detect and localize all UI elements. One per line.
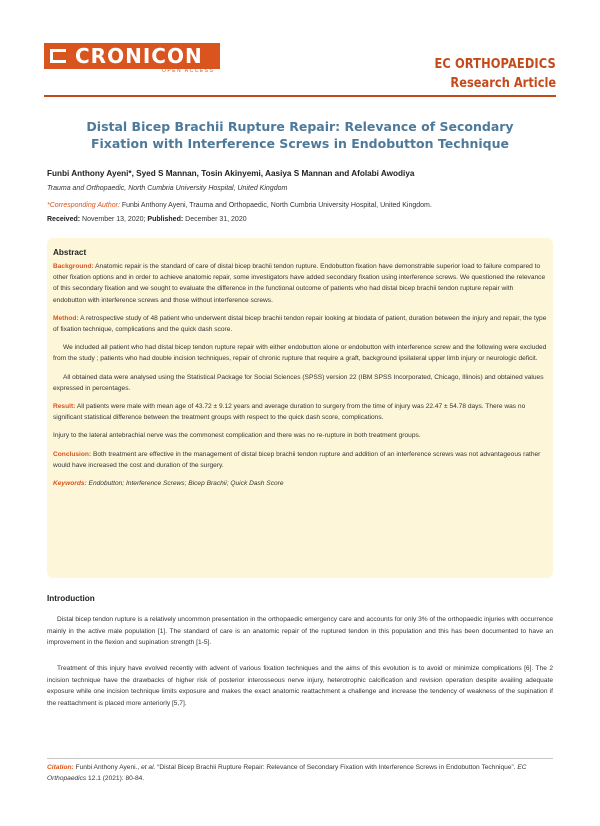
method-label: Method: — [53, 314, 79, 322]
citation-divider — [47, 758, 553, 759]
received-label: Received: — [47, 216, 81, 223]
abstract-heading: Abstract — [53, 248, 87, 257]
abstract-keywords: Keywords: Endobutton; Interference Screws; Bicep Brachii; Quick Dash Score — [53, 480, 284, 488]
cronicon-logo — [44, 43, 220, 75]
abstract-method-analysis: All obtained data were analysed using the Statistical Package for Social Sciences (SPSS) version 22 (IBM SPSS Incorporated, Chicago, Illinois) and obtained values expressed in percentages. — [53, 373, 544, 392]
affiliation: Trauma and Orthopaedic, North Cumbria University Hospital, United Kingdom — [47, 185, 288, 192]
abstract-box — [47, 238, 553, 578]
title-line-1: Distal Bicep Brachii Rupture Repair: Relevance of Secondary — [86, 119, 514, 134]
published-date: December 31, 2020 — [183, 216, 247, 223]
result-label: Result: — [53, 403, 76, 411]
received-date: November 13, 2020; — [80, 216, 148, 223]
article-type: Research Article — [450, 76, 556, 91]
header-divider — [44, 95, 556, 97]
background-label: Background: — [53, 263, 94, 270]
published-label: Published: — [147, 216, 184, 223]
abstract-background: Background: Anatomic repair is the standard of care of distal bicep brachii tendon rupture. Endobutton fixation have demonstrable superior load to failure compared to other fixation options and in order to achieve anatomic repair, some investigators have added secondary fixation using interference screws. We questioned the relevance of this secondary fixation and we sought to evaluate the difference in the functional outcome of patients who had distal bicep brachii tendon rupture repair with endobutton with interference screws and those without interference screws. — [53, 263, 546, 304]
logo-subtitle: OPEN ACCESS — [162, 68, 215, 74]
logo-e-mark — [44, 43, 72, 69]
abstract-method: Method: A retrospective study of 48 patient who underwent distal bicep brachii tendon repair looking at biodata of patient, duration between the injury and repair, the type of fixation technique, complications and the quick dash score. — [53, 314, 547, 334]
article-title — [44, 118, 556, 152]
publication-dates — [47, 216, 247, 223]
keywords-label: Keywords: — [53, 480, 87, 488]
abstract-result: Result: All patients were male with mean age of 43.72 ± 9.12 years and average duration to surgery from the time of injury was 22.47 ± 54.78 days. There was no significant statistical difference between the treatment groups with respect to the quick dash score, complications. — [53, 403, 526, 422]
citation: Citation: Funbi Anthony Ayeni., et al. “Distal Bicep Brachii Rupture Repair: Relevance of Secondary Fixation with Interference Screws in Endobutton Technique”. EC Orthopaedics 12.1 (2021): 80-84. — [47, 764, 527, 783]
introduction-paragraph-1: Distal bicep tendon rupture is a relatively uncommon presentation in the orthopaedic emergency care and accounts for only 3% of the orthopaedic injuries with occurrence mainly in the active male population [1]. The standard of care is an anatomic repair of the ruptured tendon in this population and this has been documented to have an improvement in the flexion and supination strength [1-5]. — [47, 616, 553, 647]
author-list: Funbi Anthony Ayeni*, Syed S Mannan, Tosin Akinyemi, Aasiya S Mannan and Afolabi Awodiya — [47, 169, 415, 178]
corresponding-label: *Corresponding Author: — [47, 202, 120, 209]
corresponding-text: Funbi Anthony Ayeni, Trauma and Orthopaedic, North Cumbria University Hospital, United Kingdom. — [119, 202, 432, 209]
corresponding-author — [47, 202, 432, 209]
journal-name: EC ORTHOPAEDICS — [434, 57, 556, 72]
introduction-paragraph-2: Treatment of this injury have evolved recently with advent of various fixation techniques and the aims of this evolution is to avoid or minimize complications [6]. The 2 incision technique have the drawbacks of higher risk of posterior interosseous nerve injury, heterotrophic calcification and revision operation despite availing adequate exposure while one incision technique limits exposure and makes the exact anatomic reattachment a challenge and increase the tendency of weakness of the supination if the reattachment is placed more anteriorly [5,7]. — [47, 665, 553, 707]
conclusion-label: Conclusion: — [53, 450, 92, 458]
logo-wordmark: CRONICON — [72, 43, 220, 69]
abstract-method-inclusion: We included all patient who had distal bicep tendon rupture repair with either endobutton alone or endobutton with interference screw and the following were excluded from the study ; patients who had double incision techniques, repair of chronic rupture that require a graft, background ipsilateral upper limb injury or neurologic deficit. — [53, 344, 547, 363]
title-line-2: Fixation with Interference Screws in Endobutton Technique — [90, 136, 510, 151]
abstract-result-complications: Injury to the lateral antebrachial nerve was the commonest complication and there was no re-rupture in both treatment groups. — [53, 432, 421, 440]
abstract-conclusion: Conclusion: Both treatment are effective in the management of distal bicep brachii tendon rupture and addition of an interference screws was not advantageous rather would have increased the cost and duration of the surgery. — [53, 450, 541, 469]
introduction-heading: Introduction — [47, 594, 95, 603]
citation-journal: EC Orthopaedics — [47, 764, 527, 783]
citation-label: Citation: — [47, 764, 74, 771]
